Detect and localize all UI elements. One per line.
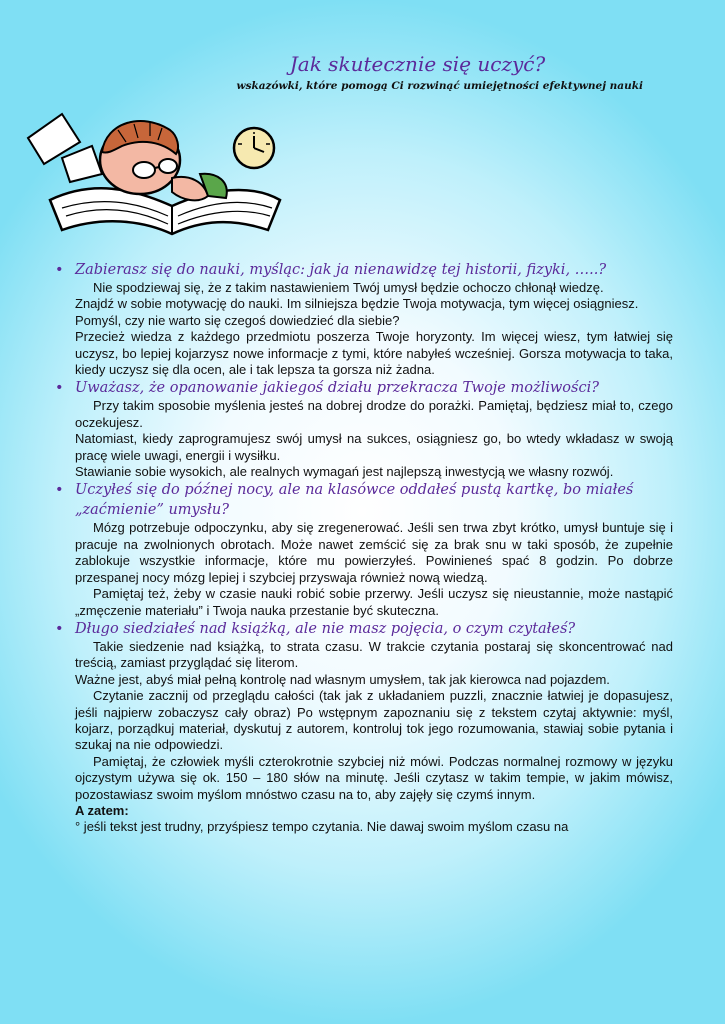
section-heading [55,260,673,280]
section-heading [55,378,673,398]
section-heading [55,480,673,520]
paragraph: Ważne jest, abyś miał pełną kontrolę nad własnym umysłem, tak jak kierowca nad pojazdem. [75,671,610,687]
section-heading-text: Uczyłeś się do późnej nocy, ale na klasówce oddałeś pustą kartkę, bo miałeś „zaćmienie” umysłu? [75,482,634,519]
section-heading-text: Uważasz, że opanowanie jakiegoś działu przekracza Twoje możliwości? [75,380,599,397]
section-motivation [55,260,673,378]
paragraph: Mózg potrzebuje odpoczynku, aby się zregenerować. Jeśli sen trwa zbyt krótko, umysł buntuje się i pracuje na zwolnionych obrotach. Może nawet zemścić się za brak snu w taki sposób, że zupełnie zablokuje wszystkie informacje, które mu powierzyłeś. Powinieneś spać 8 godzin. Po dobrze przespanej nocy mózg lepiej i szybciej przyswaja również nową wiedzą. [75,520,673,585]
bullet-icon: • [55,620,64,637]
paragraph: Pamiętaj też, żeby w czasie nauki robić sobie przerwy. Jeśli uczysz się nieustannie, może nastąpić „zmęczenie materiału” i Twoja nauka przestanie być skuteczna. [75,586,673,618]
document-content [55,260,673,836]
section-heading-text: Zabierasz się do nauki, myśląc: jak ja nienawidzę tej historii, fizyki, …..? [75,262,607,278]
bullet-icon: • [55,482,64,499]
paragraph: ° jeśli tekst jest trudny, przyśpiesz tempo czytania. Nie dawaj swoim myślom czasu na [75,819,569,835]
section-sleep [55,480,673,618]
paragraph: Czytanie zacznij od przeglądu całości (tak jak z układaniem puzzli, znacznie łatwiej je dopasujesz, jeśli najpierw zobaczysz cały obraz) Po wstępnym zapoznaniu się z tekstem czytaj aktywnie: myśl, kojarz, porządkuj materiał, dyskutuj z autorem, kontroluj tok jego rozumowania, stawiaj sobie pytania i szukaj na nie odpowiedzi. [75,688,673,753]
paragraph: Pamiętaj, że człowiek myśli czterokrotnie szybciej niż mówi. Podczas normalnej rozmowy w języku ojczystym używa się ok. 150 – 180 słów na minutę. Jeśli czytasz w takim tempie, w jakim mówisz, pozostawiasz swoim myślom mnóstwo czasu na to, aby zajęły się czymś innym. [75,753,673,802]
paragraph: Natomiast, kiedy zaprogramujesz swój umysł na sukces, osiągniesz go, bo wtedy wkładasz w swoją pracę wiele uwagi, energii i wysiłku. [75,431,673,463]
paragraph: Takie siedzenie nad książką, to strata czasu. W trakcie czytania postaraj się skoncentrować nad treścią, zamiast przyglądać się literom. [75,638,673,671]
paragraph: Stawianie sobie wysokich, ale realnych wymagań jest najlepszą inwestycją we własny rozwój. [75,464,614,480]
bullet-icon: • [55,380,64,397]
bullet-icon: • [55,262,64,278]
studying-boy-illustration [22,108,284,240]
paragraph: Przy takim sposobie myślenia jesteś na dobrej drodze do porażki. Pamiętaj, będziesz miał to, czego oczekujesz. [75,398,673,430]
paragraph: Pomyśl, czy nie warto się czegoś dowiedzieć dla siebie? [75,312,400,328]
document-subtitle: wskazówki, które pomogą Ci rozwinąć umiejętności efektywnej nauki [236,80,643,92]
paragraph: Znajdź w sobie motywację do nauki. Im silniejsza będzie Twoja motywacja, tym więcej osiągniesz. [75,296,639,312]
section-heading [55,619,673,639]
section-abilities [55,378,673,480]
paragraph-bold: A zatem: [75,802,129,818]
paragraph: Przecież wiedza z każdego przedmiotu poszerza Twoje horyzonty. Im więcej wiesz, tym łatwiej się uczysz, bo lepiej kojarzysz nowe informacje z tymi, które nabyłeś wcześniej. Gorsza motywacja to taka, kiedy uczysz się dla ocen, ale i tak lepsza ta gorsza niż żadna. [75,329,673,378]
document-title: Jak skutecznie się uczyć? [289,52,546,76]
section-reading [55,619,673,836]
paragraph: Nie spodziewaj się, że z takim nastawieniem Twój umysł będzie ochoczo chłonął wiedzę. [93,280,604,295]
section-heading-text: Długo siedziałeś nad książką, ale nie masz pojęcia, o czym czytałeś? [75,620,576,637]
